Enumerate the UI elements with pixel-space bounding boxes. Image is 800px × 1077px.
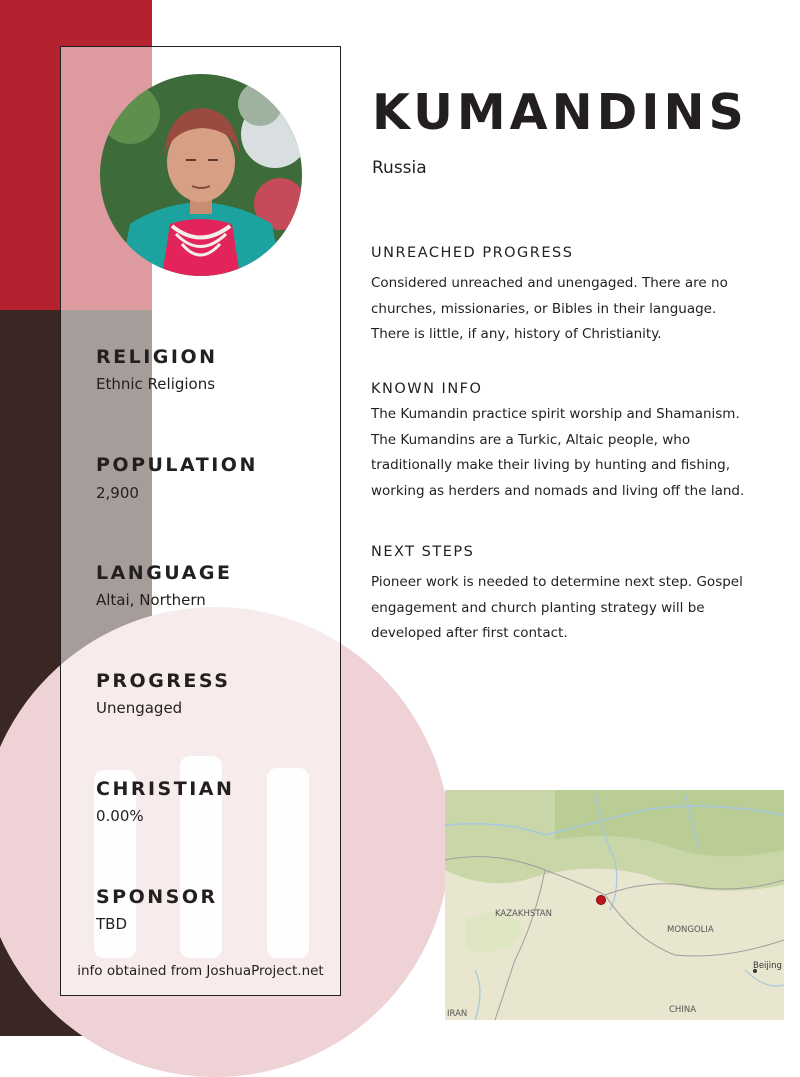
next-steps-body: Pioneer work is needed to determine next step. Gospel engagement and church planting strategy will be developed after first contact. (371, 574, 743, 641)
decorative-pill (267, 768, 309, 958)
country-subtitle: Russia (372, 158, 427, 178)
religion-value: Ethnic Religions (96, 375, 216, 393)
christian-label: CHRISTIAN (96, 778, 235, 800)
religion-label: RELIGION (96, 346, 218, 368)
sponsor-value: TBD (96, 915, 128, 933)
progress-label: PROGRESS (96, 670, 231, 692)
population-label: POPULATION (96, 454, 258, 476)
map-label-china: CHINA (669, 1005, 697, 1015)
location-map (445, 790, 784, 1020)
language-label: LANGUAGE (96, 562, 233, 584)
portrait-photo (100, 74, 302, 276)
language-value: Altai, Northern (96, 591, 206, 609)
known-info-heading: KNOWN INFO (371, 381, 483, 397)
known-info-body: The Kumandin practice spirit worship and Shamanism. The Kumandins are a Turkic, Altaic people, who traditionally make their living by hunting and fishing, working as herders and nomads and living off the land. (371, 406, 745, 499)
map-label-iran: IRAN (447, 1009, 468, 1019)
map-label-kazakhstan: KAZAKHSTAN (495, 909, 552, 919)
map-label-beijing: Beijing (753, 961, 782, 971)
progress-value: Unengaged (96, 699, 183, 717)
unreached-progress-body: Considered unreached and unengaged. There are no churches, missionaries, or Bibles in their language. There is little, if any, history of Christianity. (371, 275, 728, 342)
next-steps-heading: NEXT STEPS (371, 544, 475, 560)
source-note: info obtained from JoshuaProject.net (77, 963, 324, 979)
population-value: 2,900 (96, 484, 139, 502)
christian-value: 0.00% (96, 807, 144, 825)
unreached-progress-heading: UNREACHED PROGRESS (371, 245, 574, 261)
sponsor-label: SPONSOR (96, 886, 218, 908)
map-label-mongolia: MONGOLIA (667, 925, 714, 935)
page-title: KUMANDINS (372, 84, 748, 141)
